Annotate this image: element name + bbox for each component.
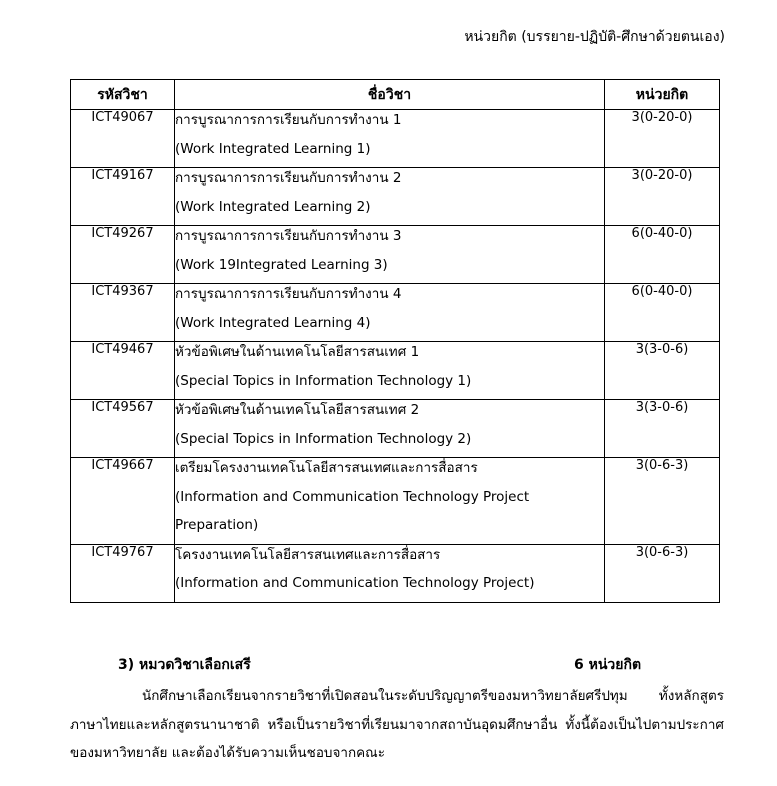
- course-code: ICT49367: [71, 284, 175, 342]
- table-row: [71, 168, 720, 226]
- course-name-line: (Information and Communication Technology Project): [175, 575, 535, 591]
- course-credits: 3(0-6-3): [605, 544, 720, 602]
- course-credits: 6(0-40-0): [605, 284, 720, 342]
- course-name-line: การบูรณาการการเรียนกับการทำงาน 3: [175, 228, 402, 244]
- course-name-line: (Work Integrated Learning 1): [175, 140, 371, 157]
- course-name-line: เตรียมโครงงานเทคโนโลยีสารสนเทศและการสื่อสาร: [175, 460, 478, 476]
- course-code: ICT49267: [71, 226, 175, 284]
- course-code: ICT49067: [71, 110, 175, 168]
- table-header-row: [71, 80, 720, 110]
- course-name-line: การบูรณาการการเรียนกับการทำงาน 1: [175, 112, 402, 128]
- table-row: [71, 458, 720, 545]
- course-table: [70, 79, 720, 603]
- course-name-line: (Work Integrated Learning 4): [175, 314, 371, 331]
- course-code: ICT49167: [71, 168, 175, 226]
- course-name-line: (Special Topics in Information Technology 1): [175, 372, 472, 389]
- course-name: [175, 110, 605, 168]
- table-row: [71, 110, 720, 168]
- course-name-line: หัวข้อพิเศษในด้านเทคโนโลยีสารสนเทศ 1: [175, 344, 420, 360]
- course-name-line: (Work Integrated Learning 2): [175, 198, 371, 215]
- course-name-line: (Information and Communication Technology Project: [175, 488, 530, 505]
- course-name-line: Preparation): [175, 517, 259, 533]
- course-credits: 3(0-6-3): [605, 458, 720, 545]
- table-row: [71, 226, 720, 284]
- elective-credits: 6 หน่วยกิต: [574, 657, 642, 673]
- course-credits: 6(0-40-0): [605, 226, 720, 284]
- course-name: [175, 458, 605, 545]
- course-code: ICT49767: [71, 544, 175, 602]
- header-course-name: ชื่อวิชา: [175, 80, 605, 110]
- course-code: ICT49667: [71, 458, 175, 545]
- table-row: [71, 342, 720, 400]
- course-name: [175, 284, 605, 342]
- course-code: ICT49567: [71, 400, 175, 458]
- elective-description: นักศึกษาเลือกเรียนจากรายวิชาที่เปิดสอนในระดับปริญญาตรีของมหาวิทยาลัยศรีปทุม ทั้งหลักสูตรภาษาไทยและหลักสูตรนานาชาติ หรือเป็นรายวิชาที่เรียนมาจากสถาบันอุดมศึกษาอื่น ทั้งนี้ต้องเป็นไปตามประกาศของมหาวิทยาลัย และต้องได้รับความเห็นชอบจากคณะ: [70, 688, 724, 761]
- header-course-code: รหัสวิชา: [71, 80, 175, 110]
- course-name-line: โครงงานเทคโนโลยีสารสนเทศและการสื่อสาร: [175, 546, 441, 563]
- table-row: [71, 400, 720, 458]
- header-credits: หน่วยกิต: [605, 80, 720, 110]
- course-rows: [71, 110, 720, 603]
- course-name: [175, 342, 605, 400]
- course-name: [175, 226, 605, 284]
- course-credits: 3(0-20-0): [605, 168, 720, 226]
- course-credits: 3(3-0-6): [605, 342, 720, 400]
- course-code: ICT49467: [71, 342, 175, 400]
- course-name-line: การบูรณาการการเรียนกับการทำงาน 4: [175, 286, 402, 302]
- course-name-line: (Work 19Integrated Learning 3): [175, 256, 388, 273]
- credit-format-note: หน่วยกิต (บรรยาย-ปฏิบัติ-ศึกษาด้วยตนเอง): [464, 29, 725, 45]
- elective-heading: 3) หมวดวิชาเลือกเสรี: [118, 657, 251, 673]
- table-row: [71, 544, 720, 602]
- course-name-line: การบูรณาการการเรียนกับการทำงาน 2: [175, 170, 402, 186]
- course-name: [175, 400, 605, 458]
- course-name: [175, 168, 605, 226]
- course-name: [175, 544, 605, 602]
- table-row: [71, 284, 720, 342]
- course-name-line: (Special Topics in Information Technology 2): [175, 430, 472, 447]
- course-name-line: หัวข้อพิเศษในด้านเทคโนโลยีสารสนเทศ 2: [175, 402, 420, 418]
- course-credits: 3(0-20-0): [605, 110, 720, 168]
- course-credits: 3(3-0-6): [605, 400, 720, 458]
